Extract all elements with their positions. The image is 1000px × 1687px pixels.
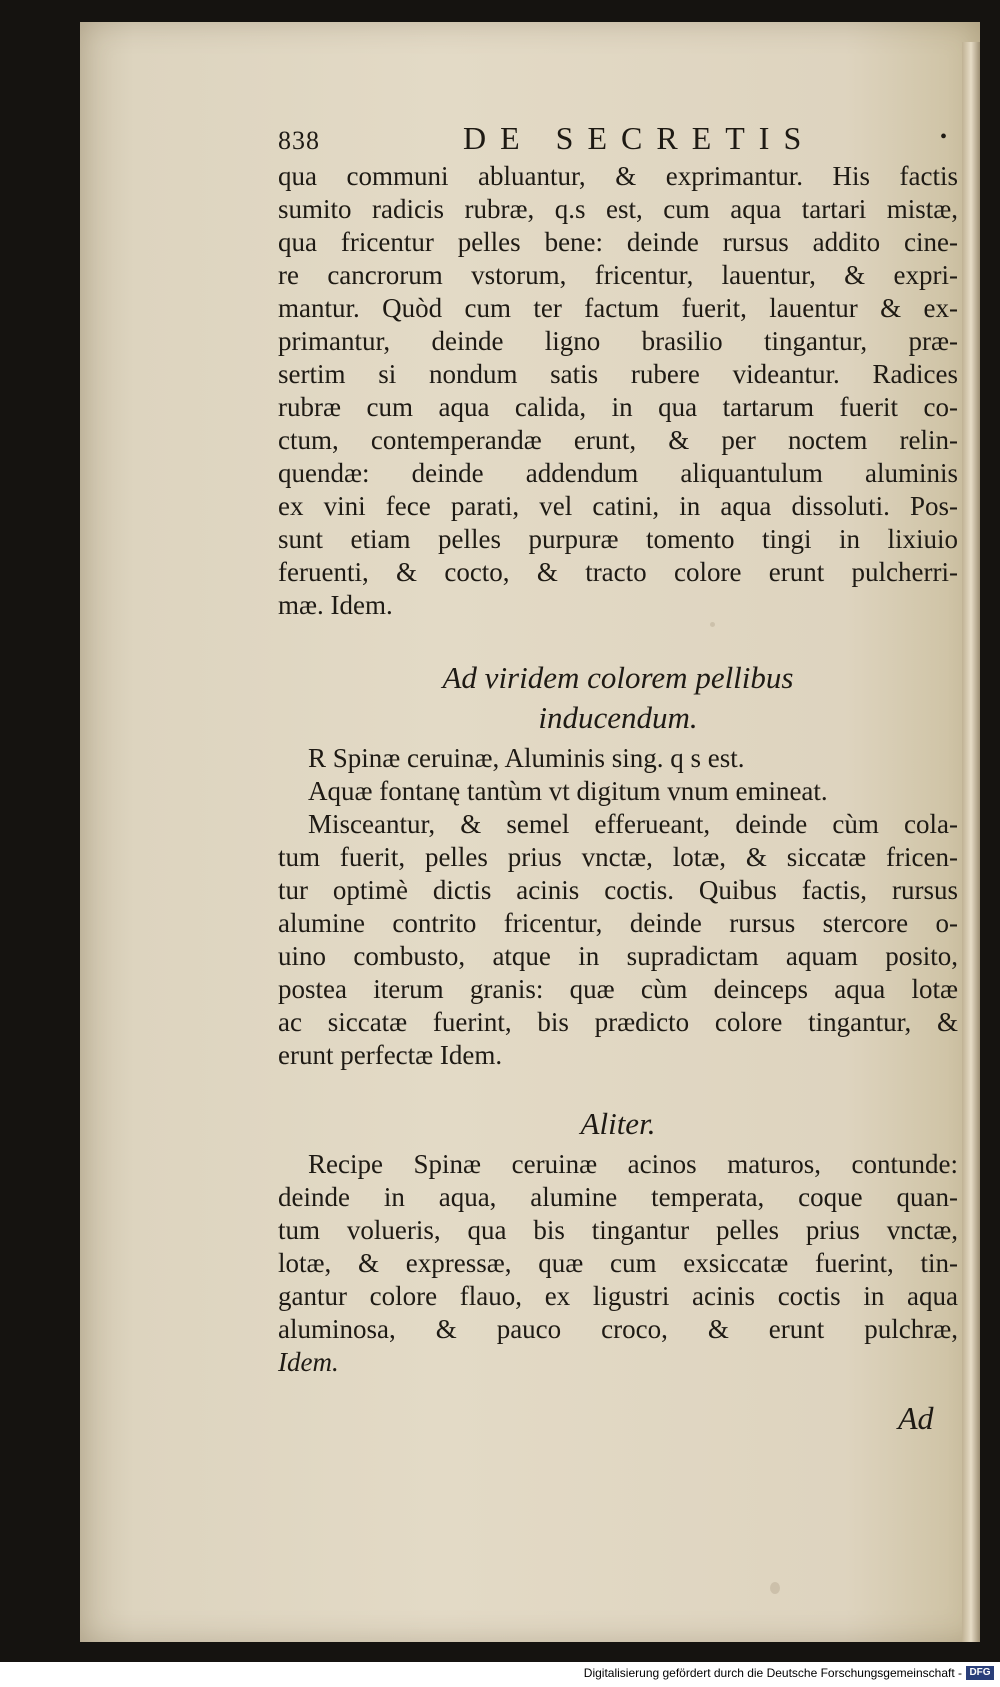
text-line: Recipe Spinæ ceruinæ acinos maturos, contunde:	[308, 1149, 958, 1179]
text-line: ac siccatæ fuerint, bis prædicto colore tingantur, &	[278, 1007, 958, 1037]
section-heading-aliter	[278, 1104, 958, 1144]
paragraph-green-dye	[278, 742, 958, 1072]
paper-stain	[710, 622, 715, 627]
recipe-line: Aquæ fontanę tantùm vt digitum vnum emineat.	[308, 776, 828, 806]
page-number: 838	[278, 126, 320, 155]
text-line: sunt etiam pelles purpuræ tomento tingi in lixiuio	[278, 524, 958, 554]
text-line: lotæ, & expressæ, quæ cum exsiccatæ fuerint, tin-	[278, 1248, 958, 1278]
paper-stain	[770, 1582, 780, 1594]
section-heading-green	[278, 658, 958, 738]
funding-credit: Digitalisierung gefördert durch die Deutsche Forschungsgemeinschaft -	[583, 1666, 962, 1680]
text-line: Misceantur, & semel efferueant, deinde cùm cola-	[308, 809, 958, 839]
text-line: feruenti, & cocto, & tracto colore erunt pulcherri-	[278, 557, 958, 587]
heading-line: Ad viridem colorem pellibus	[442, 660, 794, 695]
text-line: postea iterum granis: quæ cùm deinceps aqua lotæ	[278, 974, 958, 1004]
text-line: rubræ cum aqua calida, in qua tartarum fuerit co-	[278, 392, 958, 422]
page-edge	[962, 42, 980, 1642]
text-line: ctum, contemperandæ erunt, & per noctem relin-	[278, 425, 958, 455]
running-title: DE SECRETIS	[463, 120, 816, 156]
ornament-mark: •	[940, 126, 948, 148]
text-line: qua communi abluantur, & exprimantur. His factis	[278, 161, 958, 191]
text-line: primantur, deinde ligno brasilio tingantur, præ-	[278, 326, 958, 356]
running-head	[198, 120, 948, 160]
text-line: qua fricentur pelles bene: deinde rursus addito cine-	[278, 227, 958, 257]
text-line: quendæ: deinde addendum aliquantulum aluminis	[278, 458, 958, 488]
recipe-line: R Spinæ ceruinæ, Aluminis sing. q s est.	[308, 743, 745, 773]
heading-line: Aliter.	[580, 1106, 656, 1141]
catchword: Ad	[898, 1400, 934, 1436]
text-line: tum volueris, qua bis tingantur pelles prius vnctæ,	[278, 1215, 958, 1245]
text-line: erunt perfectæ Idem.	[278, 1040, 503, 1070]
text-line: tur optimè dictis acinis coctis. Quibus factis, rursus	[278, 875, 958, 905]
dfg-logo: DFG	[966, 1666, 994, 1680]
footer-bar	[0, 1662, 1000, 1687]
text-line: ex vini fece parati, vel catini, in aqua dissoluti. Pos-	[278, 491, 958, 521]
text-line: deinde in aqua, alumine temperata, coque quan-	[278, 1182, 958, 1212]
text-line: re cancrorum vstorum, fricentur, lauentur, & expri-	[278, 260, 958, 290]
text-line: sertim si nondum satis rubere videantur. Radices	[278, 359, 958, 389]
text-line: uino combusto, atque in supradictam aquam posito,	[278, 941, 958, 971]
text-line: alumine contrito fricentur, deinde rursus stercore o-	[278, 908, 958, 938]
text-line: sumito radicis rubræ, q.s est, cum aqua tartari mistæ,	[278, 194, 958, 224]
text-line: mæ. Idem.	[278, 590, 393, 620]
text-line: aluminosa, & pauco croco, & erunt pulchræ,	[278, 1314, 958, 1344]
text-line: Idem.	[278, 1347, 339, 1377]
text-line: gantur colore flauo, ex ligustri acinis coctis in aqua	[278, 1281, 958, 1311]
text-line: mantur. Quòd cum ter factum fuerit, lauentur & ex-	[278, 293, 958, 323]
heading-line: inducendum.	[538, 700, 698, 735]
text-line: tum fuerit, pelles prius vnctæ, lotæ, & siccatæ fricen-	[278, 842, 958, 872]
paragraph-aliter	[278, 1148, 958, 1379]
paragraph-red-dye	[278, 160, 958, 622]
